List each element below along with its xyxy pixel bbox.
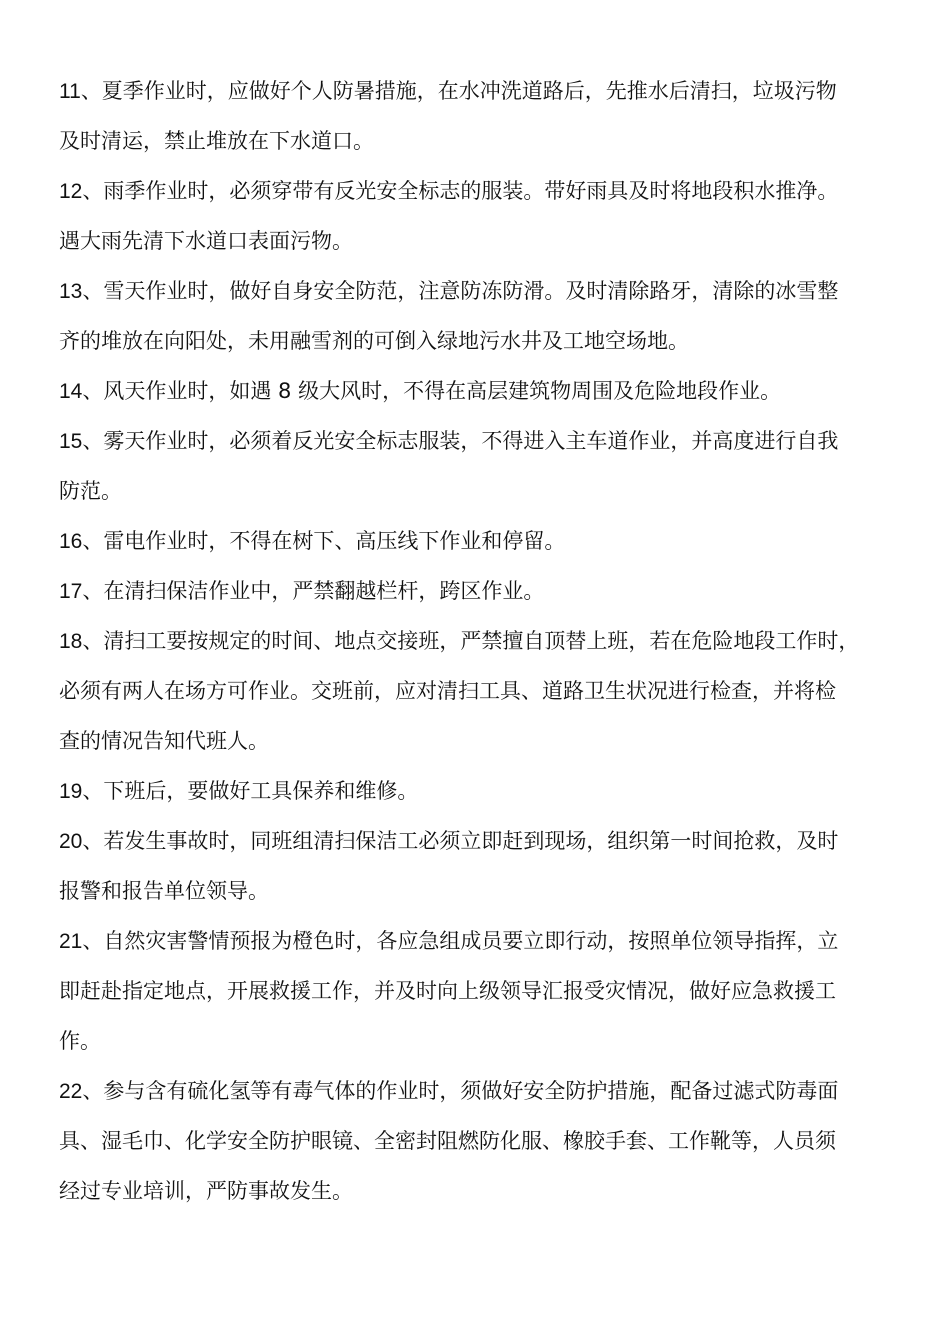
item-line — [59, 1066, 909, 1116]
item-text: 、雪天作业时，做好自身安全防范，注意防冻防滑。及时清除路牙，清除的冰雪整 — [82, 279, 839, 303]
item-number: 20 — [59, 830, 83, 853]
item-line — [59, 516, 909, 566]
item-text: 即赶赴指定地点，开展救援工作，并及时向上级领导汇报受灾情况，做好应急救援工 — [59, 979, 836, 1003]
list-item — [59, 1066, 909, 1216]
item-line — [59, 166, 909, 216]
item-text: 、在清扫保洁作业中，严禁翻越栏杆，跨区作业。 — [82, 579, 545, 603]
item-text: 、若发生事故时，同班组清扫保洁工必须立即赶到现场，组织第一时间抢救，及时 — [82, 829, 839, 853]
item-text: 必须有两人在场方可作业。交班前，应对清扫工具、道路卫生状况进行检查，并将检 — [59, 679, 836, 703]
item-line — [59, 816, 909, 866]
item-line — [59, 916, 909, 966]
list-item — [59, 516, 909, 566]
item-number: 18 — [59, 630, 83, 653]
list-item — [59, 66, 909, 166]
item-text: 查的情况告知代班人。 — [59, 729, 269, 753]
list-item — [59, 816, 909, 916]
item-text: 报警和报告单位领导。 — [59, 879, 269, 903]
list-item — [59, 366, 909, 416]
item-text: 、夏季作业时，应做好个人防暑措施，在水冲洗道路后，先推水后清扫，垃圾污物 — [80, 79, 837, 103]
list-item — [59, 766, 909, 816]
item-number: 11 — [59, 80, 81, 103]
document-page — [59, 66, 909, 1216]
item-number: 19 — [59, 780, 83, 803]
item-text: 经过专业培训，严防事故发生。 — [59, 1179, 353, 1203]
item-text: 具、湿毛巾、化学安全防护眼镜、全密封阻燃防化服、橡胶手套、工作靴等，人员须 — [59, 1129, 836, 1153]
item-number: 16 — [59, 530, 83, 553]
item-line — [59, 66, 909, 116]
item-text: 、自然灾害警情预报为橙色时，各应急组成员要立即行动，按照单位领导指挥，立 — [82, 929, 839, 953]
item-text: 防范。 — [59, 479, 122, 503]
item-number: 17 — [59, 580, 83, 603]
item-text: 、雷电作业时，不得在树下、高压线下作业和停留。 — [82, 529, 566, 553]
item-line — [59, 366, 909, 416]
item-line — [59, 266, 909, 316]
item-number: 13 — [59, 280, 83, 303]
item-number: 12 — [59, 180, 83, 203]
list-item — [59, 566, 909, 616]
list-item — [59, 616, 909, 766]
item-number: 15 — [59, 430, 83, 453]
item-line — [59, 416, 909, 466]
list-item — [59, 166, 909, 266]
list-item — [59, 416, 909, 516]
item-text: 、风天作业时，如遇 8 级大风时，不得在高层建筑物周围及危险地段作业。 — [82, 379, 782, 403]
item-text: 、参与含有硫化氢等有毒气体的作业时，须做好安全防护措施，配备过滤式防毒面 — [82, 1079, 839, 1103]
item-text: 、下班后，要做好工具保养和维修。 — [82, 779, 419, 803]
item-line — [59, 566, 909, 616]
item-number: 22 — [59, 1080, 83, 1103]
list-item — [59, 266, 909, 366]
list-item — [59, 916, 909, 1066]
item-number: 21 — [59, 930, 83, 953]
item-text: 遇大雨先清下水道口表面污物。 — [59, 229, 353, 253]
item-text: 及时清运，禁止堆放在下水道口。 — [59, 129, 374, 153]
item-text: 作。 — [59, 1029, 101, 1053]
item-number: 14 — [59, 380, 83, 403]
item-line — [59, 766, 909, 816]
item-text: 、清扫工要按规定的时间、地点交接班，严禁擅自顶替上班，若在危险地段工作时， — [82, 629, 860, 653]
item-text: 、雨季作业时，必须穿带有反光安全标志的服装。带好雨具及时将地段积水推净。 — [82, 179, 839, 203]
item-line — [59, 616, 909, 666]
item-text: 、雾天作业时，必须着反光安全标志服装，不得进入主车道作业，并高度进行自我 — [82, 429, 839, 453]
item-text: 齐的堆放在向阳处，未用融雪剂的可倒入绿地污水井及工地空场地。 — [59, 329, 689, 353]
